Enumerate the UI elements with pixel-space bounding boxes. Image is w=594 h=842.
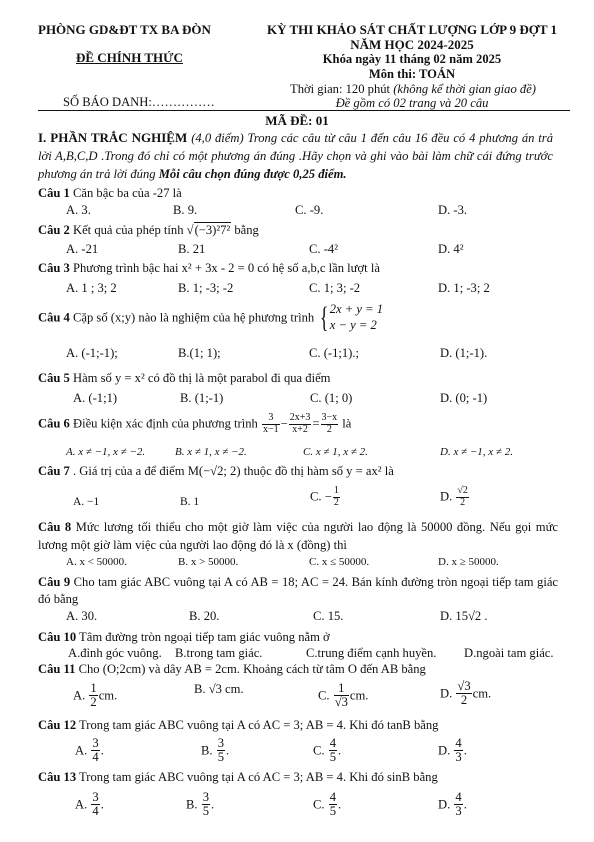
q2-text: Kết quả của phép tính	[69, 223, 187, 237]
exam-title: KỲ THI KHẢO SÁT CHẤT LƯỢNG LỚP 9 ĐỢT 1	[266, 22, 558, 37]
section-instruction-text: Trong các câu từ câu 1 đến câu 16 đều có 4 phương án trả lời A,B,C,D .Trong đó chỉ có một phương án đúng .Hãy chọn và ghi vào bài làm chữ cái đứng trước phương án trả lời đúng	[38, 131, 554, 181]
exam-code: MÃ ĐỀ: 01	[265, 113, 329, 128]
q5-label: Câu 5	[38, 371, 70, 385]
q13-c-num: 4	[329, 790, 337, 804]
q3-label: Câu 3	[38, 261, 70, 275]
q12-b-num: 3	[217, 736, 225, 750]
q3-option-a: A. 1 ; 3; 2	[66, 281, 117, 295]
q11-option-d	[440, 680, 491, 707]
q12-b-den: 5	[217, 750, 225, 765]
q13-option-d	[438, 791, 467, 818]
q12-c-den: 5	[329, 750, 337, 765]
q8-option-d: D. x ≥ 50000.	[438, 556, 499, 568]
q4-eq2: x − y = 2	[329, 317, 377, 332]
section-instructions	[38, 129, 553, 183]
q3-text: Phương trình bậc hai x² + 3x - 2 = 0 có hệ số a,b,c lần lượt là	[69, 261, 380, 275]
q9-stem	[38, 574, 558, 608]
q3-stem	[38, 261, 380, 276]
q7-option-b: B. 1	[180, 496, 200, 508]
q6-post: là	[339, 416, 352, 431]
q11-d-num: √3	[457, 679, 471, 693]
q13-d-letter: D.	[438, 797, 451, 812]
q6-frac3-num: 3−x	[321, 412, 338, 423]
q13-a-den: 4	[92, 804, 99, 819]
subject: Môn thi: TOÁN	[368, 67, 456, 81]
q7-d-den: 2	[460, 496, 466, 508]
q4-system-brace: {	[320, 300, 329, 334]
q12-label: Câu 12	[38, 718, 77, 732]
official-label: ĐỀ CHÍNH THỨC	[76, 50, 183, 65]
q10-option-c: C.trung điểm cạnh huyền.	[306, 646, 437, 660]
q6-stem: Câu 6 Điều kiện xác định của phương trình $\frac{3}{x-1}$ − $\frac{2x+3}{x+2}$ = $\frac{3-x}{2}$ là	[38, 412, 352, 435]
q6-frac2-num: 2x+3	[289, 412, 311, 423]
q12-stem	[38, 718, 438, 733]
school-year: NĂM HỌC 2024-2025	[350, 37, 474, 52]
q12-text: Trong tam giác ABC vuông tại A có AC = 3; AB = 4. Khi đó tanB bằng	[76, 718, 439, 732]
q11-label: Câu 11	[38, 662, 76, 676]
q1-option-a: A. 3.	[66, 203, 91, 217]
q7-option-c-prefix: C. −	[310, 489, 332, 504]
section-points: (4,0 điểm)	[191, 131, 244, 145]
q7-stem	[38, 464, 394, 479]
q4-option-a: A. (-1;-1);	[66, 346, 118, 360]
q5-option-c: C. (1; 0)	[310, 391, 353, 405]
q8-stem	[38, 518, 558, 554]
q2-stem	[38, 223, 259, 238]
q5-option-b: B. (1;-1)	[180, 391, 224, 405]
q8-label: Câu 8	[38, 520, 72, 534]
q9-option-d: D. 15√2 .	[440, 609, 488, 623]
q2-post: bằng	[231, 223, 259, 237]
q4-label: Câu 4	[38, 310, 70, 325]
q10-label: Câu 10	[38, 630, 77, 644]
q6-option-d: D. x ≠ −1, x ≠ 2.	[440, 446, 513, 458]
q3-option-c: C. 1; 3; -2	[309, 281, 361, 295]
q9-label: Câu 9	[38, 575, 71, 589]
q7-label: Câu 7	[38, 464, 70, 478]
q6-label: Câu 6	[38, 416, 70, 431]
q1-option-d: D. -3.	[438, 203, 468, 217]
q10-stem	[38, 630, 330, 645]
q7-post: thuộc đồ thị hàm số y = ax² là	[240, 464, 394, 478]
q11-stem	[38, 662, 426, 677]
q12-a-den: 4	[92, 750, 99, 765]
q7-option-a: A. −1	[73, 496, 100, 508]
time-limit	[248, 82, 578, 97]
q13-stem	[38, 770, 438, 785]
q12-d-den: 3	[455, 750, 462, 765]
time-prefix: Thời gian: 120 phút	[290, 82, 394, 96]
q12-a-letter: A.	[75, 743, 88, 758]
q13-b-num: 3	[202, 790, 210, 804]
q11-option-c	[318, 682, 368, 709]
q4-option-c: C. (-1;1).;	[309, 346, 360, 360]
q12-c-letter: C.	[313, 743, 325, 758]
exam-date: Khóa ngày 11 tháng 02 năm 2025	[322, 52, 502, 66]
q5-stem	[38, 371, 330, 386]
q11-c-suffix: cm.	[349, 688, 369, 703]
time-note: (không kể thời gian giao đề)	[393, 82, 536, 96]
q12-option-b	[201, 737, 229, 764]
department: PHÒNG GD&ĐT TX BA ĐÒN	[38, 22, 211, 37]
q7-c-den: 2	[333, 496, 339, 508]
header-rule	[38, 110, 570, 111]
q12-d-dot: .	[463, 743, 467, 758]
q13-option-c	[313, 791, 341, 818]
q1-text: Căn bậc ba của -27 là	[69, 186, 182, 200]
q6-frac2-den: x+2	[292, 423, 308, 435]
q12-d-num: 4	[455, 736, 462, 750]
q9-option-a: A. 30.	[66, 609, 98, 623]
section-title: I. PHẦN TRẮC NGHIỆM	[38, 130, 192, 145]
q13-c-dot: .	[338, 797, 342, 812]
q5-option-a: A. (-1;1)	[73, 391, 118, 405]
q9-text: Cho tam giác ABC vuông tại A có AB = 18; AC = 24. Bán kính đường tròn ngoại tiếp tam giác đó bằng	[38, 575, 558, 606]
q13-d-dot: .	[463, 797, 467, 812]
q11-d-suffix: cm.	[472, 686, 492, 701]
q12-c-dot: .	[338, 743, 342, 758]
q8-option-c: C. x ≤ 50000.	[309, 556, 370, 568]
q4-option-b: B.(1; 1);	[178, 346, 221, 360]
q7-option-c	[310, 486, 341, 508]
q13-d-den: 3	[455, 804, 462, 819]
q4-text: Cặp số (x;y) nào là nghiệm của hệ phương trình	[69, 310, 318, 325]
q6-option-c: C. x ≠ 1, x ≠ 2.	[303, 446, 368, 458]
q6-frac1-den: x−1	[263, 423, 279, 435]
q12-b-letter: B.	[201, 743, 213, 758]
q11-c-num: 1	[334, 682, 349, 696]
q3-option-b: B. 1; -3; -2	[178, 281, 234, 295]
q10-text: Tâm đường tròn ngoại tiếp tam giác vuông nằm ở	[76, 630, 330, 644]
section-scoring: Mỗi câu chọn đúng được 0,25 điểm.	[158, 167, 347, 181]
q12-a-dot: .	[100, 743, 104, 758]
q12-option-d	[438, 737, 467, 764]
q12-option-a	[75, 737, 104, 764]
q13-c-letter: C.	[313, 797, 325, 812]
q2-label: Câu 2	[38, 223, 70, 237]
pages-note: Đề gồm có 02 trang và 20 câu	[335, 96, 489, 110]
q11-option-a	[73, 682, 117, 709]
q11-c-prefix: C.	[318, 688, 333, 703]
q8-option-a: A. x < 50000.	[66, 556, 127, 568]
q13-c-den: 5	[329, 804, 337, 819]
q12-c-num: 4	[329, 736, 337, 750]
candidate-number: SỐ BÁO DANH:……………	[63, 95, 215, 109]
q6-option-b: B. x ≠ 1, x ≠ −2.	[175, 446, 247, 458]
q11-d-prefix: D.	[440, 686, 456, 701]
q10-option-b: B.trong tam giác.	[175, 646, 263, 660]
q7-option-d	[440, 486, 470, 508]
q6-text: Điều kiện xác định của phương trình	[69, 416, 261, 431]
q2-option-c: C. -4²	[309, 242, 338, 256]
q5-option-d: D. (0; -1)	[440, 391, 488, 405]
q11-a-suffix: cm.	[98, 688, 118, 703]
q12-option-c	[313, 737, 341, 764]
q3-option-d: D. 1; -3; 2	[438, 281, 490, 295]
q1-option-b: B. 9.	[173, 203, 198, 217]
q9-option-c: C. 15.	[313, 609, 344, 623]
q8-option-b: B. x > 50000.	[178, 556, 239, 568]
q12-a-num: 3	[92, 736, 99, 750]
q7-d-num: √2	[457, 485, 468, 496]
q1-option-c: C. -9.	[295, 203, 324, 217]
q7-text: . Giá trị của a để điểm M	[69, 464, 199, 478]
q2-option-b: B. 21	[178, 242, 206, 256]
q9-option-b: B. 20.	[189, 609, 220, 623]
q13-option-a	[75, 791, 104, 818]
q1-label: Câu 1	[38, 186, 70, 200]
q7-option-d-prefix: D.	[440, 489, 456, 504]
q4-option-d: D. (1;-1).	[440, 346, 488, 360]
q13-a-dot: .	[100, 797, 104, 812]
q10-option-a: A.đỉnh góc vuông.	[68, 646, 162, 660]
q7-point: (−√2; 2)	[198, 464, 241, 478]
q13-b-letter: B.	[186, 797, 198, 812]
q5-text: Hàm số y = x² có đồ thị là một parabol đi qua điểm	[69, 371, 331, 385]
q12-b-dot: .	[226, 743, 230, 758]
q13-label: Câu 13	[38, 770, 77, 784]
q11-text: Cho (O;2cm) và dây AB = 2cm. Khoảng cách từ tâm O đến AB bằng	[75, 662, 426, 676]
q8-text: Mức lương tối thiểu cho một giờ làm việc của người lao động là 50000 đồng. Nếu gọi mức lương một giờ làm việc của người lao động đó là x (đồng) thì	[38, 520, 558, 552]
q2-sqrt-sign: √	[186, 223, 194, 237]
q13-b-den: 5	[202, 804, 210, 819]
q13-a-letter: A.	[75, 797, 88, 812]
q1-stem	[38, 186, 182, 201]
q12-d-letter: D.	[438, 743, 451, 758]
q6-frac1-num: 3	[262, 413, 280, 425]
q11-a-num: 1	[90, 681, 97, 695]
q11-c-den: √3	[334, 695, 348, 710]
q11-d-den: 2	[460, 693, 468, 708]
q2-radicand: (−3)²7²	[194, 223, 231, 237]
q4-stem	[38, 302, 383, 333]
q2-option-d: D. 4²	[438, 242, 464, 256]
q6-frac3-den: 2	[326, 423, 332, 435]
q7-c-num: 1	[333, 485, 339, 496]
q2-option-a: A. -21	[66, 242, 99, 256]
q13-a-num: 3	[92, 790, 99, 804]
q6-option-a: A. x ≠ −1, x ≠ −2.	[66, 446, 146, 458]
q13-text: Trong tam giác ABC vuông tại A có AC = 3; AB = 4. Khi đó sinB bằng	[76, 770, 438, 784]
q4-eq1: 2x + y = 1	[329, 302, 384, 316]
q11-a-den: 2	[90, 695, 97, 710]
q13-option-b	[186, 791, 214, 818]
q13-b-dot: .	[211, 797, 215, 812]
q10-option-d: D.ngoài tam giác.	[464, 646, 554, 660]
q11-option-b: B. √3 cm.	[194, 682, 244, 696]
q13-d-num: 4	[455, 790, 462, 804]
q11-a-prefix: A.	[73, 688, 89, 703]
